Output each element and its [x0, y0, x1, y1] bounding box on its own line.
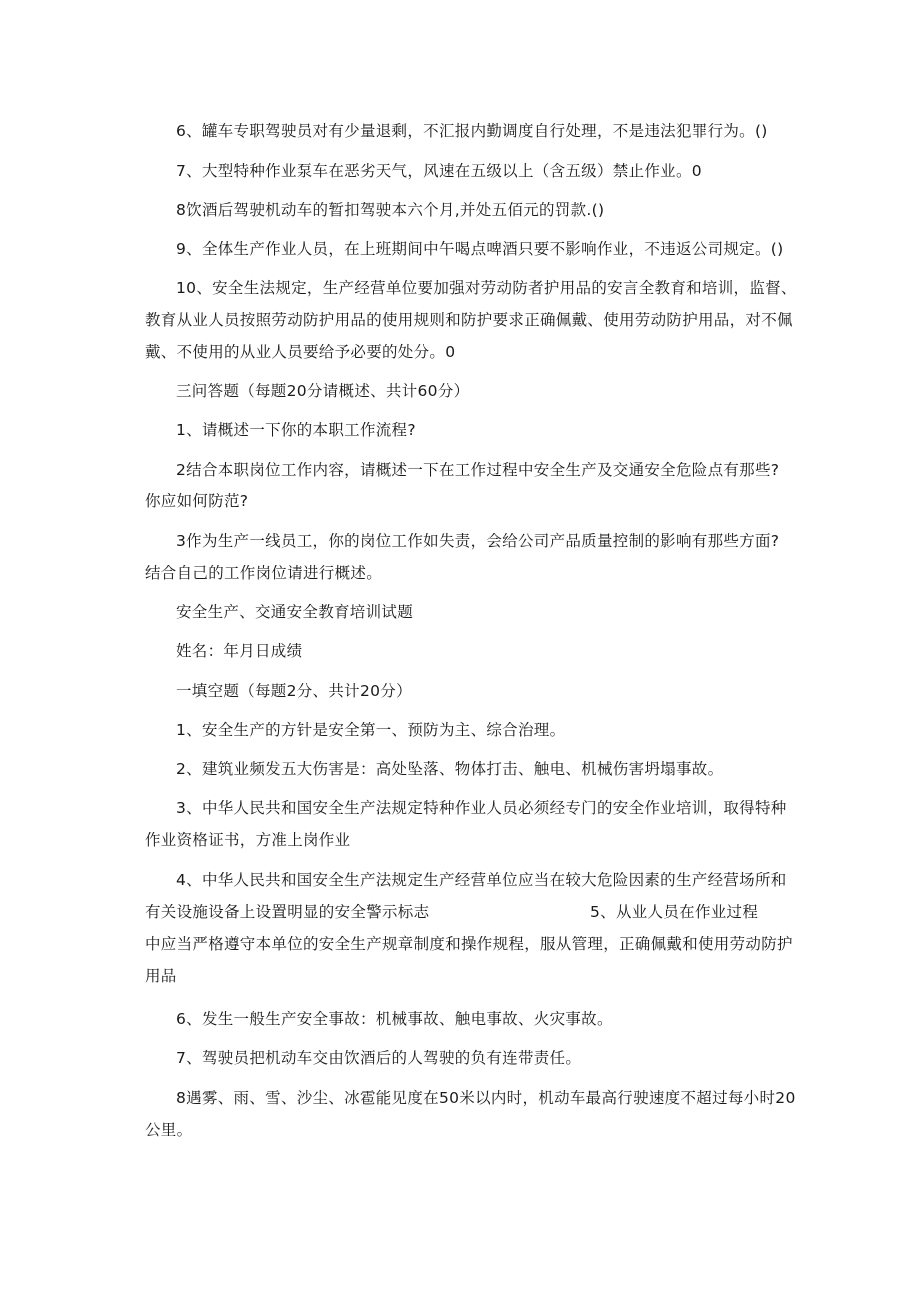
qa-question-3-line1: 3作为生产一线员工，你的岗位工作如失责，会给公司产品质量控制的影响有那些方面?	[176, 532, 780, 550]
fill-question-5-line1: 5、从业人员在作业过程	[590, 903, 759, 921]
fill-question-8-line1: 8遇雾、雨、雪、沙尘、冰雹能见度在50米以内时，机动车最高行驶速度不超过每小时20	[176, 1089, 796, 1107]
fill-question-3-line1: 3、中华人民共和国安全生产法规定特种作业人员必须经专门的安全作业培训，取得特种	[176, 799, 787, 817]
exam-title: 安全生产、交通安全教育培训试题	[176, 603, 414, 621]
fill-question-4-line2: 有关设施设备上设置明显的安全警示标志	[145, 903, 430, 921]
tf-question-8: 8饮酒后驾驶机动车的暂扣驾驶本六个月,并处五佰元的罚款.()	[176, 201, 605, 219]
tf-question-10-line2: 教育从业人员按照劳动防护用品的使用规则和防护要求正确佩戴、使用劳动防护用品，对不佩	[145, 311, 793, 329]
qa-question-3-line2: 结合自己的工作岗位请进行概述。	[145, 564, 383, 582]
fill-question-5-line3: 用品	[145, 967, 177, 985]
qa-question-1: 1、请概述一下你的本职工作流程?	[176, 421, 416, 439]
fill-question-6: 6、发生一般生产安全事故：机械事故、触电事故、火灾事故。	[176, 1010, 613, 1028]
tf-question-6: 6、罐车专职驾驶员对有少量退剩，不汇报内勤调度自行处理，不是违法犯罪行为。()	[176, 122, 768, 140]
fill-question-3-line2: 作业资格证书，方准上岗作业	[145, 831, 351, 849]
tf-question-10-line1: 10、安全生法规定，生产经营单位要加强对劳动防者护用品的安言全教育和培训，监督、	[176, 279, 797, 297]
fill-question-4-line1: 4、中华人民共和国安全生产法规定生产经营单位应当在较大危险因素的生产经营场所和	[176, 871, 787, 889]
section-heading-fill-blank: 一填空题（每题2分、共计20分）	[176, 682, 412, 700]
qa-question-2-line2: 你应如何防范?	[145, 492, 249, 510]
fill-question-8-line2: 公里。	[145, 1121, 193, 1139]
exam-info-line: 姓名：年月日成绩	[176, 642, 303, 660]
tf-question-9: 9、全体生产作业人员，在上班期间中午喝点啤酒只要不影响作业，不违返公司规定。()	[176, 240, 784, 258]
tf-question-7: 7、大型特种作业泵车在恶劣天气，风速在五级以上（含五级）禁止作业。0	[176, 162, 702, 180]
fill-question-7: 7、驾驶员把机动车交由饮酒后的人驾驶的负有连带责任。	[176, 1049, 582, 1067]
fill-question-2: 2、建筑业频发五大伤害是：高处坠落、物体打击、触电、机械伤害坍塌事故。	[176, 760, 724, 778]
fill-question-5-line2: 中应当严格遵守本单位的安全生产规章制度和操作规程，服从管理，正确佩戴和使用劳动防护	[145, 935, 793, 953]
qa-question-2-line1: 2结合本职岗位工作内容，请概述一下在工作过程中安全生产及交通安全危险点有那些?	[176, 461, 780, 479]
section-heading-qa: 三问答题（每题20分请概述、共计60分）	[176, 382, 470, 400]
tf-question-10-line3: 戴、不使用的从业人员要给予必要的处分。0	[145, 343, 456, 361]
fill-question-1: 1、安全生产的方针是安全第一、预防为主、综合治理。	[176, 721, 566, 739]
